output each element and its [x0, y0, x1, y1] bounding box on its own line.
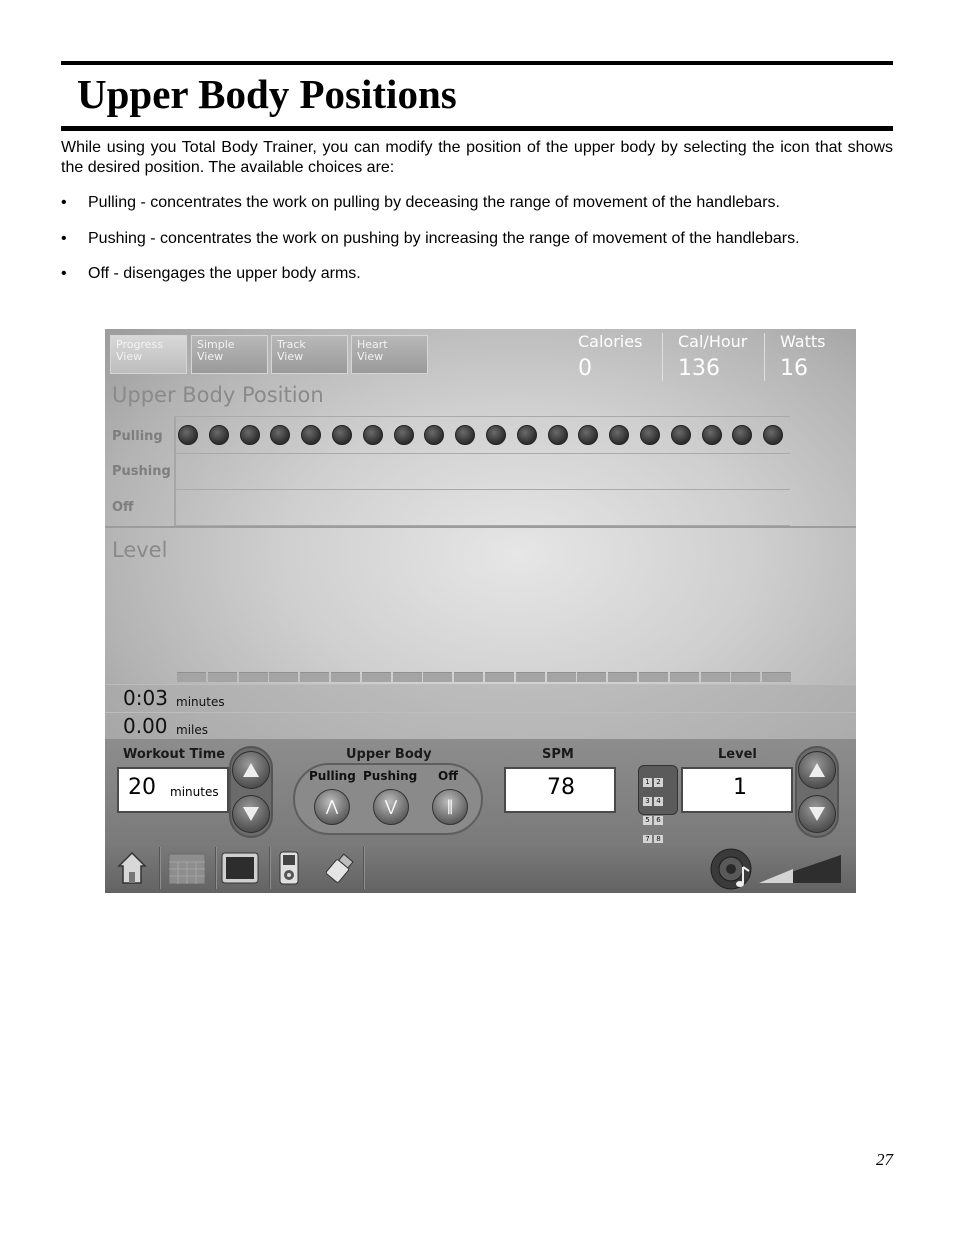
level-up-button[interactable] [798, 751, 836, 789]
grid-line [174, 489, 790, 490]
distance-readout [105, 712, 856, 740]
spm-field[interactable] [504, 767, 616, 813]
level-field[interactable] [681, 767, 793, 813]
spm-value: 78 [547, 775, 575, 800]
upper-body-selector [293, 763, 483, 835]
upper-body-option-label: Off [438, 769, 458, 783]
distance-unit: miles [176, 723, 208, 737]
level-label: Level [718, 747, 757, 762]
level-stepper [795, 746, 839, 838]
pulling-position-dot [240, 425, 260, 445]
level-bar-segment [762, 672, 791, 682]
level-bar-segment [269, 672, 298, 682]
pulling-position-dot [394, 425, 414, 445]
tab-label-line1: Simple [197, 338, 235, 351]
handlebar-pull-icon: ⋀ [325, 797, 339, 815]
grid-line [174, 453, 790, 454]
time-readout [105, 684, 856, 712]
keypad-key: 2 [654, 778, 663, 787]
list-item-text: Pulling - concentrates the work on pulling by deceasing the range of movement of the handlebars. [88, 194, 780, 211]
workout-time-down-button[interactable] [232, 795, 270, 833]
level-bar-segment [608, 672, 637, 682]
tab-label-line2: View [197, 350, 224, 363]
level-bar-segment [701, 672, 730, 682]
home-icon[interactable] [117, 851, 147, 885]
pulling-position-dot [548, 425, 568, 445]
distance-value: 0.00 [123, 714, 168, 738]
level-bar-segment [454, 672, 483, 682]
pulling-position-dot [455, 425, 475, 445]
upper-body-position-title: Upper Body Position [112, 383, 324, 407]
keypad-button[interactable] [638, 765, 678, 843]
stat-divider [764, 333, 765, 381]
tab-label-line2: View [277, 350, 304, 363]
pulling-position-dot [640, 425, 660, 445]
calendar-icon[interactable] [168, 853, 206, 885]
pulling-position-dot [486, 425, 506, 445]
keypad-key: 5 [643, 816, 652, 825]
toolbar-divider [215, 847, 217, 889]
off-position-button[interactable] [432, 789, 468, 825]
tab-label-line1: Track [277, 338, 306, 351]
list-item [61, 229, 893, 249]
arrow-down-icon [809, 807, 825, 821]
level-value: 1 [733, 775, 747, 800]
tab-heart-view[interactable] [351, 335, 428, 374]
arrow-up-icon [243, 763, 259, 777]
tab-label-line1: Heart [357, 338, 388, 351]
workout-time-unit: minutes [170, 785, 219, 799]
pulling-position-dot [578, 425, 598, 445]
row-label-pulling: Pulling [112, 429, 163, 444]
pulling-position-dot [270, 425, 290, 445]
level-bar-segment [639, 672, 668, 682]
tab-track-view[interactable] [271, 335, 348, 374]
upper-body-option-label: Pulling [309, 769, 356, 783]
level-bar-segment [208, 672, 237, 682]
list-item-text: Pushing - concentrates the work on pushing by increasing the range of movement of the handlebars. [88, 229, 800, 247]
watts-label: Watts [780, 332, 826, 351]
intro-paragraph: While using you Total Body Trainer, you can modify the position of the upper body by selecting the icon that shows the desired position. The available choices are: [61, 139, 893, 176]
toolbar-divider [159, 847, 161, 889]
handlebar-off-icon: ∥ [446, 797, 454, 815]
upper-body-label: Upper Body [346, 747, 432, 762]
watts-value: 16 [780, 356, 808, 381]
pulling-position-dot [424, 425, 444, 445]
volume-level-icon[interactable] [757, 853, 843, 885]
pulling-position-dot [332, 425, 352, 445]
row-label-pushing: Pushing [112, 464, 171, 479]
arrow-down-icon [243, 807, 259, 821]
pulling-position-button[interactable] [314, 789, 350, 825]
workout-time-value: 20 [128, 775, 156, 800]
pulling-position-dot [517, 425, 537, 445]
arrow-up-icon [809, 763, 825, 777]
workout-time-label: Workout Time [123, 747, 226, 762]
keypad-key: 3 [643, 797, 652, 806]
keypad-key: 7 [643, 835, 652, 844]
grid-line [174, 416, 790, 417]
cal-hour-label: Cal/Hour [678, 332, 748, 351]
bullet-icon: • [61, 265, 67, 282]
level-bar-segment [331, 672, 360, 682]
upper-body-option-label: Pushing [363, 769, 418, 783]
level-bar-segment [393, 672, 422, 682]
tab-simple-view[interactable] [191, 335, 268, 374]
level-bar-segment [547, 672, 576, 682]
workout-time-up-button[interactable] [232, 751, 270, 789]
level-bar-segment [485, 672, 514, 682]
keypad-key: 6 [654, 816, 663, 825]
spm-label: SPM [542, 747, 574, 762]
level-bar-row [177, 672, 789, 682]
pulling-position-dot [301, 425, 321, 445]
title-rule-top [61, 61, 893, 65]
title-rule-bottom [61, 126, 893, 131]
speaker-icon[interactable] [709, 847, 755, 891]
choices-list [61, 193, 893, 300]
pulling-position-dot [609, 425, 629, 445]
tab-label-line2: View [357, 350, 384, 363]
bullet-icon: • [61, 229, 67, 247]
row-label-off: Off [112, 500, 134, 515]
level-bar-segment [177, 672, 206, 682]
level-bar-segment [239, 672, 268, 682]
level-down-button[interactable] [798, 795, 836, 833]
level-bar-segment [300, 672, 329, 682]
usb-icon[interactable] [325, 853, 355, 883]
toolbar-divider [269, 847, 271, 889]
bottom-toolbar [105, 843, 856, 893]
tv-icon[interactable] [221, 852, 259, 884]
toolbar-divider [363, 847, 365, 889]
keypad-key: 8 [654, 835, 663, 844]
pulling-dot-row [178, 425, 790, 447]
keypad-key: 4 [654, 797, 663, 806]
workout-time-stepper [229, 746, 273, 838]
media-player-icon[interactable] [279, 851, 299, 885]
handlebar-push-icon: ⋁ [384, 797, 398, 815]
stat-divider [662, 333, 663, 381]
workout-time-field[interactable] [117, 767, 229, 813]
keypad-key: 1 [643, 778, 652, 787]
tab-label-line1: Progress [116, 338, 163, 351]
level-bar-segment [423, 672, 452, 682]
pulling-position-dot [209, 425, 229, 445]
pushing-position-button[interactable] [373, 789, 409, 825]
list-item [61, 193, 893, 213]
page-number: 27 [876, 1150, 893, 1169]
pulling-position-dot [178, 425, 198, 445]
level-bar-segment [577, 672, 606, 682]
section-divider [105, 526, 856, 528]
pulling-position-dot [363, 425, 383, 445]
pulling-position-dot [763, 425, 783, 445]
level-bar-segment [731, 672, 760, 682]
pulling-position-dot [702, 425, 722, 445]
list-item [61, 264, 893, 284]
level-bar-segment [516, 672, 545, 682]
level-bar-segment [362, 672, 391, 682]
tab-progress-view[interactable] [110, 335, 187, 374]
level-bar-segment [670, 672, 699, 682]
elapsed-time-value: 0:03 [123, 686, 168, 710]
page-title: Upper Body Positions [77, 71, 457, 117]
elapsed-time-unit: minutes [176, 695, 225, 709]
bullet-icon: • [61, 194, 67, 211]
list-item-text: Off - disengages the upper body arms. [88, 265, 361, 282]
cal-hour-value: 136 [678, 356, 720, 381]
pulling-position-dot [671, 425, 691, 445]
calories-value: 0 [578, 356, 592, 381]
level-title: Level [112, 538, 168, 562]
pulling-position-dot [732, 425, 752, 445]
tab-label-line2: View [116, 350, 143, 363]
calories-label: Calories [578, 332, 643, 351]
console-screenshot [105, 329, 856, 893]
